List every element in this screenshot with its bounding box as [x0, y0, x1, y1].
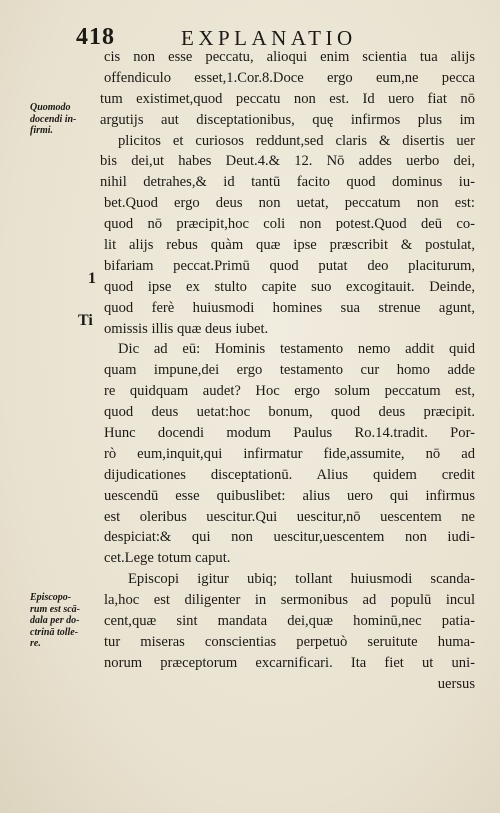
text-line: re quidquam audet? Hoc ergo solum peccatum est,	[104, 383, 475, 400]
text-line: argutijs aut disceptationibus, quę infirmos plus im	[100, 111, 475, 128]
text-line: la,hoc est diligenter in sermonibus ad populū incul	[104, 592, 475, 609]
text-line: norum præceptorum excarnificari. Ita fiet ut uni-	[104, 654, 475, 671]
margin-note-line: firmi.	[30, 125, 54, 136]
margin-note-line: docendi in-	[30, 113, 77, 125]
text-line: bis dei,ut habes Deut.4.& 12. Nō addes uerbo dei,	[100, 153, 475, 170]
margin-note-line: rum est scā-	[30, 603, 80, 615]
margin-note-line: Episcopo-	[30, 592, 72, 603]
text-line: quod ferè huiusmodi homines sua strenue agunt,	[104, 299, 475, 316]
margin-note-quomodo	[30, 102, 102, 137]
margin-mark: Ti	[78, 312, 93, 329]
text-line: quod nō præcipit,hoc coli non potest.Quod deū co-	[104, 216, 475, 233]
text-line: tum existimet,quod peccatu non est. Id uero fiat nō	[100, 90, 475, 107]
text-line: plicitos et curiosos reddunt,sed claris & disertis uer	[118, 132, 475, 149]
text-line: Episcopi igitur ubiq; tollant huiusmodi scanda-	[128, 571, 475, 588]
text-line: est oleribus uescitur.Qui uescitur,nō uescentem ne	[104, 508, 475, 525]
text-line: omissis illis quæ deus iubet.	[104, 320, 269, 337]
body-text	[100, 47, 475, 695]
text-line: cent,quæ sint mandata dei,quæ hominū,nec patia-	[104, 613, 475, 630]
margin-mark: 1	[88, 270, 96, 287]
margin-note-line: dala per do-	[30, 615, 80, 626]
text-line: bifariam peccat.Primū quod putat deo placiturum,	[104, 257, 475, 274]
text-line: quam impune,dei ergo testamento cur homo adde	[104, 362, 475, 379]
text-line: quod deus uetat:hoc bonum, quod deus præcipit.	[104, 404, 475, 421]
text-line: dijudicationes disceptationū. Alius quidem credit	[104, 466, 475, 483]
text-line: Dic ad eū: Hominis testamento nemo addit quid	[118, 341, 475, 358]
text-line: nihil detrahes,& id tantū facito quod dominus iu-	[100, 174, 475, 191]
text-line: rò eum,inquit,qui infirmatur fide,assumite, nō ad	[104, 445, 475, 462]
catchword: uersus	[437, 675, 475, 692]
text-line: despiciat:& qui non uescitur,uescentem non iudi-	[104, 529, 475, 546]
text-line: Hunc docendi modum Paulus Ro.14.tradit. Por-	[104, 425, 475, 442]
page-number: 418	[76, 24, 115, 50]
margin-note-line: Quomodo	[30, 102, 71, 113]
text-line: lit alijs rebus quàm quæ ipse præscribit & postulat,	[104, 237, 475, 254]
margin-note-line: re.	[30, 638, 41, 649]
margin-note-episcoporum	[30, 592, 102, 650]
text-line: cet.Lege totum caput.	[104, 550, 231, 567]
text-line: uescendū esse quibuslibet: alius uero qui infirmus	[104, 487, 475, 504]
text-line: tur miseras conscientias perpetuò seruitute huma-	[104, 633, 475, 650]
margin-note-line: ctrinā tolle-	[30, 626, 79, 638]
running-head: EXPLANATIO	[181, 26, 357, 50]
text-line: cis non esse peccatu, alioqui enim scientia tua alijs	[104, 49, 475, 65]
text-line: quod ipse ex stulto capite suo excogitauit. Deinde,	[104, 278, 475, 295]
text-line: bet.Quod ergo deus non uetat, peccatum non est:	[104, 195, 475, 212]
text-line: offendiculo esset,1.Cor.8.Doce ergo eum,ne pecca	[104, 69, 475, 86]
